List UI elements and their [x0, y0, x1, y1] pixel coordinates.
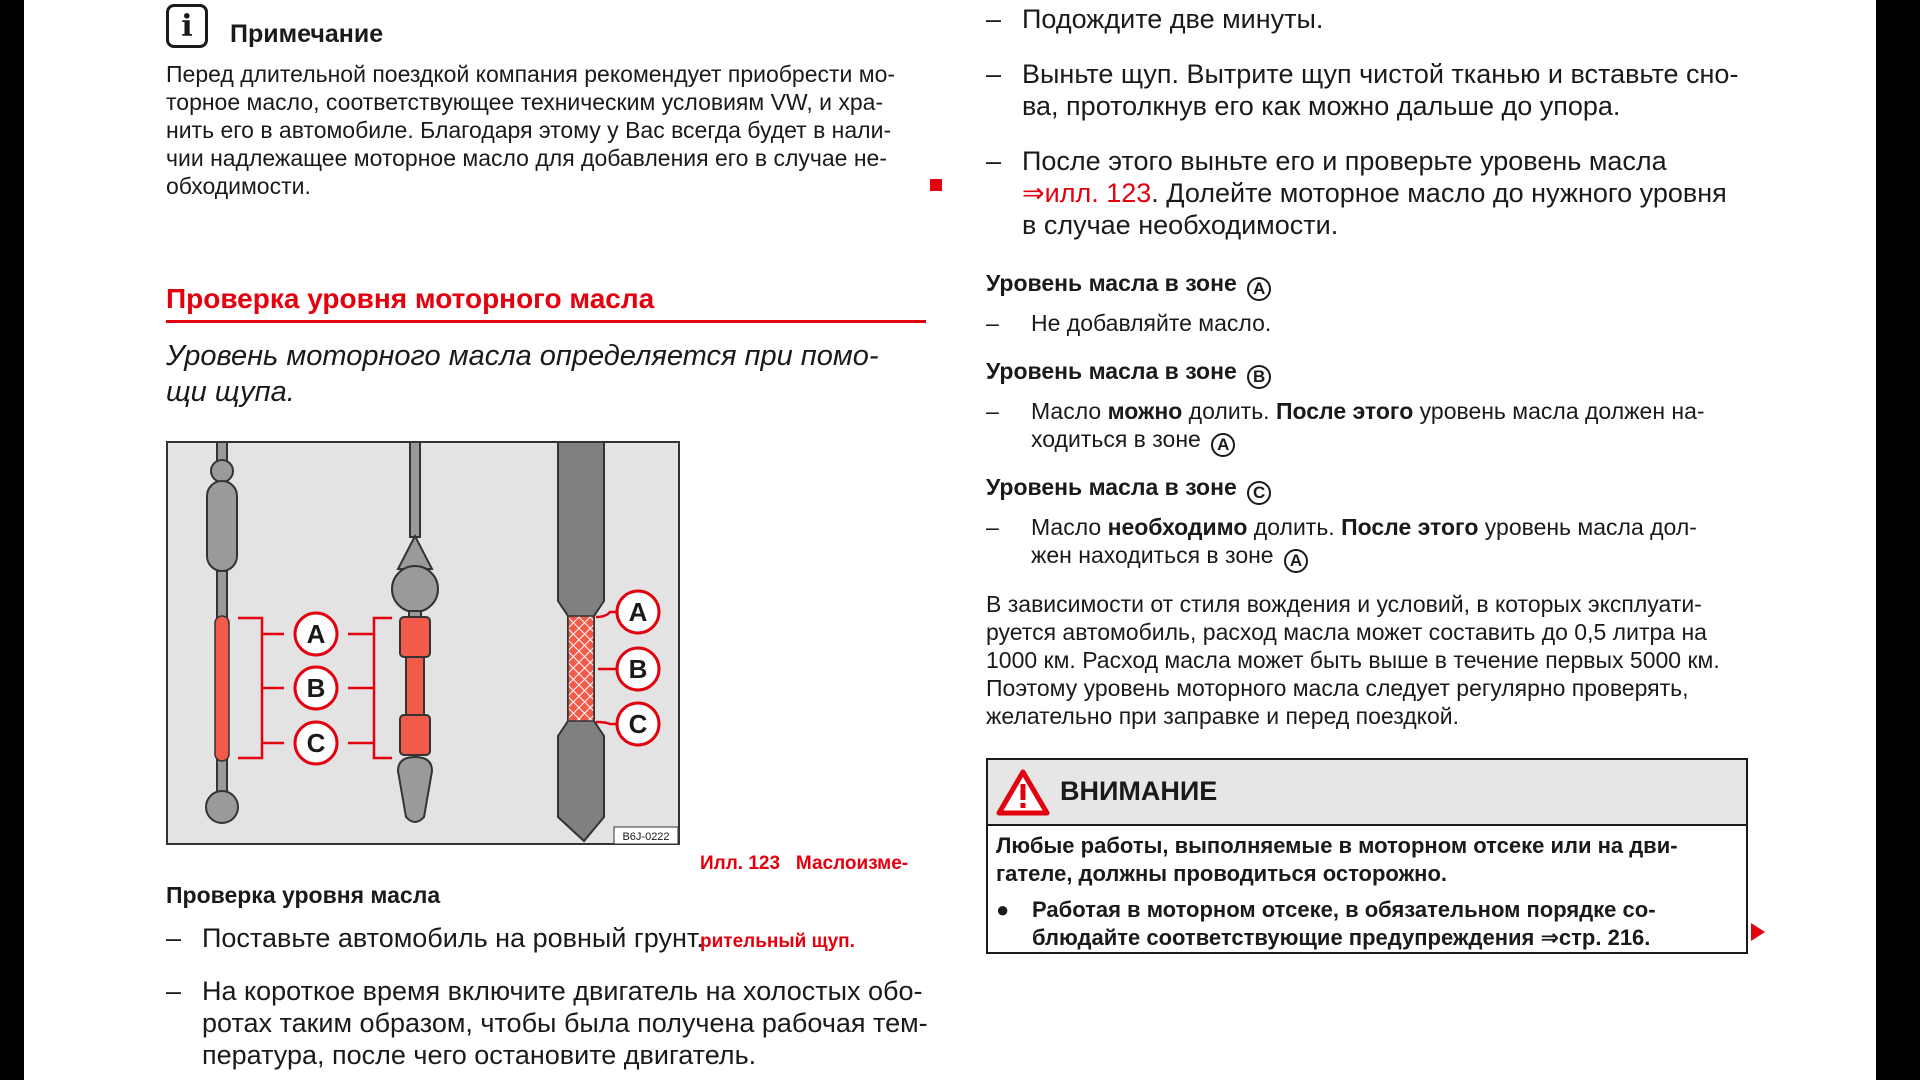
- step-line: На короткое время включите двигатель на холостых обо-: [202, 976, 923, 1006]
- caption-line: Илл. 123 Маслоизме-: [700, 853, 909, 874]
- warning-title: ВНИМАНИЕ: [1060, 776, 1218, 806]
- note-line: торное масло, соответствующее техническим условиям VW, и хра-: [166, 89, 884, 115]
- manual-page: [24, 0, 1876, 1080]
- info-icon: i: [166, 4, 208, 48]
- zone-b-heading: Уровень масла в зоне B: [986, 358, 1271, 389]
- step-line: ва, протолкнув его как можно дальше до упора.: [1022, 91, 1621, 121]
- step-line: в случае необходимости.: [1022, 210, 1339, 240]
- intro-line: щи щупа.: [166, 376, 295, 408]
- note-body: [166, 60, 895, 200]
- warning-header: [988, 760, 1746, 826]
- bullet-icon: ●: [996, 897, 1010, 922]
- label-a-right: A: [628, 597, 648, 627]
- dipstick-figure: [166, 441, 680, 845]
- zone-ref-badge: A: [1211, 433, 1235, 457]
- zone-c-text: – Масло необходимо долить. После этого уровень масла дол- жен находиться в зоне A: [986, 513, 1697, 573]
- label-c-right: C: [628, 709, 648, 739]
- page-reference[interactable]: блюдайте соответствующие предупреждения ⇒стр. 216.: [1032, 925, 1651, 950]
- note-line: обходимости.: [166, 173, 311, 199]
- zone-ref-badge: A: [1284, 549, 1308, 573]
- note-line: нить его в автомобиле. Благодаря этому у Вас всегда будет в нали-: [166, 117, 892, 143]
- step-line: пература, после чего остановите двигатель.: [202, 1040, 757, 1070]
- procedure-step: – Подождите две минуты.: [986, 4, 1324, 34]
- procedure-step: – Поставьте автомобиль на ровный грунт.: [166, 923, 704, 953]
- label-a-left: A: [306, 619, 326, 649]
- label-b-left: B: [306, 673, 326, 703]
- zone-a-text: – Не добавляйте масло.: [986, 310, 1272, 336]
- procedure-step: – Выньте щуп. Вытрите щуп чистой тканью и вставьте сно- ва, протолкнув его как можно дальше до упора.: [986, 59, 1739, 121]
- zone-a-badge: A: [1247, 277, 1271, 301]
- step-line: Выньте щуп. Вытрите щуп чистой тканью и вставьте сно-: [1022, 59, 1739, 89]
- warning-triangle-icon: [996, 768, 1050, 816]
- figure-reference-link[interactable]: ⇒илл. 123: [1022, 178, 1152, 208]
- end-marker: [930, 179, 942, 191]
- section-rule: [166, 320, 926, 323]
- step-line: Поставьте автомобиль на ровный грунт.: [202, 923, 704, 953]
- warning-body: Любые работы, выполняемые в моторном отсеке или на дви- гателе, должны проводиться осторожно. ● Работая в моторном отсеке, в обязательном порядке со- блюдайте соответствующие предупреждения ⇒стр. 216.: [996, 833, 1678, 950]
- continue-arrow-icon: [1750, 922, 1766, 942]
- dipstick-illustration: [166, 441, 680, 845]
- note-title: Примечание: [230, 20, 384, 48]
- zone-b-text: – Масло можно долить. После этого уровень масла должен на- ходиться в зоне A: [986, 397, 1705, 457]
- step-line: ротах таким образом, чтобы была получена рабочая тем-: [202, 1008, 928, 1038]
- section-title: Проверка уровня моторного масла: [166, 283, 655, 314]
- caption-line: рительный щуп.: [700, 931, 855, 952]
- procedure-step: – На короткое время включите двигатель на холостых обо- ротах таким образом, чтобы была получена рабочая тем- пература, после чего остановите двигатель.: [166, 976, 928, 1070]
- zone-a-heading: Уровень масла в зоне A: [986, 270, 1271, 301]
- section-intro: [166, 338, 879, 410]
- label-b-right: B: [628, 654, 648, 684]
- note-line: Перед длительной поездкой компания рекомендует приобрести мо-: [166, 61, 896, 87]
- label-c-left: C: [306, 728, 326, 758]
- zone-b-badge: B: [1247, 365, 1271, 389]
- zone-c-heading: Уровень масла в зоне C: [986, 474, 1271, 505]
- step-line: После этого выньте его и проверьте уровень масла: [1022, 146, 1667, 176]
- procedure-step: – После этого выньте его и проверьте уровень масла ⇒илл. 123. Долейте моторное масло до нужного уровня в случае необходимости.: [986, 146, 1727, 240]
- intro-line: Уровень моторного масла определяется при помо-: [166, 340, 879, 372]
- warning-box: [986, 758, 1748, 954]
- figure-code: B6J-0222: [622, 831, 670, 843]
- consumption-paragraph: В зависимости от стиля вождения и условий, в которых эксплуати- руется автомобиль, расход масла может составить до 0,5 литра на 1000 км. Расход масла может быть выше в течение первых 5000 км. Поэтому уровень моторного масла следует регулярно проверять, желательно при заправке и перед поездкой.: [986, 591, 1720, 729]
- procedure-title: Проверка уровня масла: [166, 882, 441, 908]
- zone-c-badge: C: [1247, 481, 1271, 505]
- note-line: чии надлежащее моторное масло для добавления его в случае не-: [166, 145, 887, 171]
- step-line: Подождите две минуты.: [1022, 4, 1324, 34]
